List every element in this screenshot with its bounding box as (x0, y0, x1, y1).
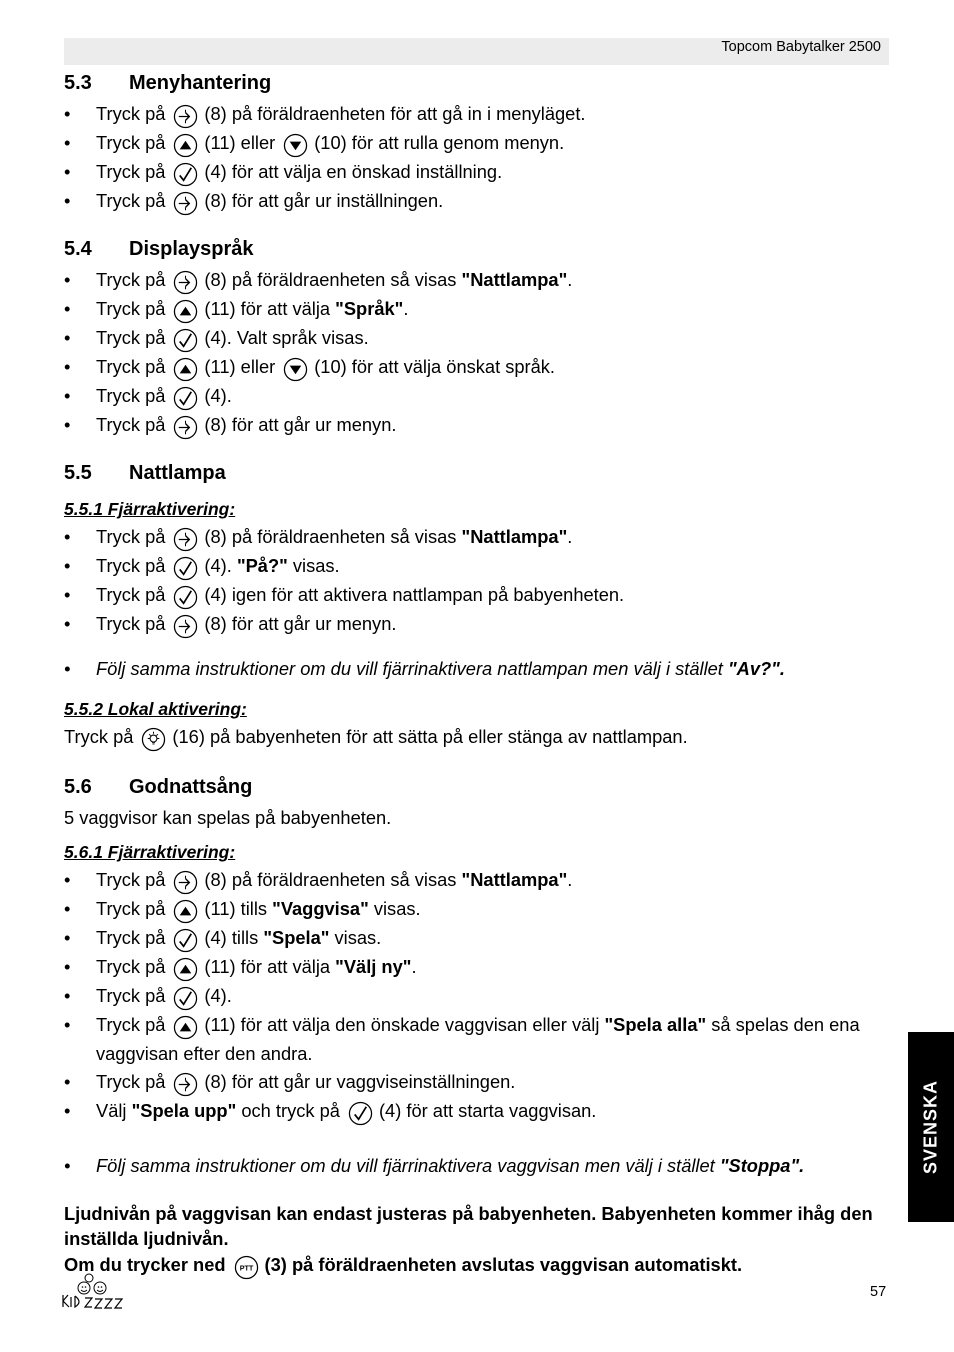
bullet-list-5-6-1 (64, 866, 890, 1125)
bullet-list-5-5-1 (64, 523, 890, 639)
checkmark-icon (173, 585, 198, 610)
checkmark-icon (173, 986, 198, 1011)
list-item: • Tryck på (11) eller (10) för att rulla genom menyn. (64, 129, 890, 158)
language-side-tab (908, 1032, 954, 1222)
up-arrow-icon (173, 357, 198, 382)
up-arrow-icon (173, 957, 198, 982)
list-item: • Tryck på (4) igen för att aktivera nattlampan på babyenheten. (64, 581, 890, 610)
list-item: • Tryck på (8) på föräldraenheten för att gå in i menyläget. (64, 100, 890, 129)
list-item: • Tryck på (8) på föräldraenheten så visas "Nattlampa". (64, 266, 890, 295)
list-item: • Tryck på (4) för att välja en önskad inställning. (64, 158, 890, 187)
page-number: 57 (870, 1284, 887, 1300)
list-item: • Tryck på (11) för att välja den önskade vaggvisan eller välj "Spela alla" så spelas den ena vaggvisan efter den andra. (64, 1011, 890, 1067)
subsection-heading-5-5-2: 5.5.2 Lokal aktivering: (64, 699, 247, 720)
kidzzz-logo (60, 1272, 134, 1314)
list-item: • Tryck på (11) för att välja "Språk". (64, 295, 890, 324)
down-arrow-icon (283, 133, 308, 158)
paragraph-local-activation: Tryck på (16) på babyenheten för att sätta på eller stänga av nattlampan. (64, 723, 890, 752)
menu-enter-icon (173, 104, 198, 129)
ptt-icon (234, 1255, 259, 1280)
menu-enter-icon (173, 527, 198, 552)
menu-enter-icon (173, 614, 198, 639)
menu-enter-icon (173, 270, 198, 295)
menu-enter-icon (173, 191, 198, 216)
list-item: • Tryck på (8) för att går ur menyn. (64, 411, 890, 440)
menu-enter-icon (173, 415, 198, 440)
checkmark-icon (173, 328, 198, 353)
section-heading-5-5: 5.5 Nattlampa (64, 462, 226, 484)
bullet-list-5-4 (64, 266, 890, 440)
subsection-heading-5-6-1: 5.6.1 Fjärraktivering: (64, 842, 236, 863)
checkmark-icon (173, 928, 198, 953)
checkmark-icon (173, 386, 198, 411)
note-item: • Följ samma instruktioner om du vill fjärrinaktivera vaggvisan men välj i stället "Stoppa". (64, 1152, 890, 1179)
section-heading-5-4: 5.4 Displayspråk (64, 238, 254, 260)
checkmark-icon (173, 556, 198, 581)
list-item: • Tryck på (8) på föräldraenheten så visas "Nattlampa". (64, 866, 890, 895)
warning-ptt: Om du trycker ned (3) på föräldraenheten avslutas vaggvisan automatiskt. (64, 1251, 890, 1280)
up-arrow-icon (173, 299, 198, 324)
up-arrow-icon (173, 133, 198, 158)
note-list-5-5 (64, 655, 890, 682)
list-item: • Tryck på (8) för att går ur menyn. (64, 610, 890, 639)
page-content (64, 66, 890, 1280)
up-arrow-icon (173, 899, 198, 924)
paragraph-intro: 5 vaggvisor kan spelas på babyenheten. (64, 807, 392, 829)
section-heading-5-6: 5.6 Godnattsång (64, 776, 253, 799)
header-title: Topcom Babytalker 2500 (721, 39, 881, 55)
nightlight-bulb-icon (141, 727, 166, 752)
list-item: • Tryck på (11) tills "Vaggvisa" visas. (64, 895, 890, 924)
down-arrow-icon (283, 357, 308, 382)
checkmark-icon (173, 162, 198, 187)
list-item: • Tryck på (4). (64, 382, 890, 411)
checkmark-icon (348, 1101, 373, 1126)
subsection-heading-5-5-1: 5.5.1 Fjärraktivering: (64, 499, 236, 519)
list-item: • Tryck på (11) för att välja "Välj ny". (64, 953, 890, 982)
up-arrow-icon (173, 1015, 198, 1040)
menu-enter-icon (173, 1072, 198, 1097)
list-item: • Tryck på (8) för att går ur inställningen. (64, 187, 890, 216)
list-item: • Tryck på (8) för att går ur vaggviseinställningen. (64, 1068, 890, 1097)
warning-volume: Ljudnivån på vaggvisan kan endast justeras på babyenheten. Babyenheten kommer ihåg den inställda ljudnivån. (64, 1202, 873, 1249)
side-tab-label: SVENSKA (920, 1079, 941, 1175)
list-item: • Tryck på (4). "På?" visas. (64, 552, 890, 581)
header-bar (64, 38, 889, 65)
list-item: • Tryck på (4). (64, 982, 890, 1011)
note-list-5-6 (64, 1152, 890, 1179)
menu-enter-icon (173, 870, 198, 895)
list-item: • Tryck på (4). Valt språk visas. (64, 324, 890, 353)
list-item: • Välj "Spela upp" och tryck på (4) för att starta vaggvisan. (64, 1097, 890, 1126)
note-item: • Följ samma instruktioner om du vill fjärrinaktivera nattlampan men välj i stället "Av?". (64, 655, 890, 682)
list-item: • Tryck på (8) på föräldraenheten så visas "Nattlampa". (64, 523, 890, 552)
list-item: • Tryck på (4) tills "Spela" visas. (64, 924, 890, 953)
list-item: • Tryck på (11) eller (10) för att välja önskat språk. (64, 353, 890, 382)
bullet-list-5-3 (64, 100, 890, 216)
section-heading-5-3: 5.3 Menyhantering (64, 72, 272, 94)
